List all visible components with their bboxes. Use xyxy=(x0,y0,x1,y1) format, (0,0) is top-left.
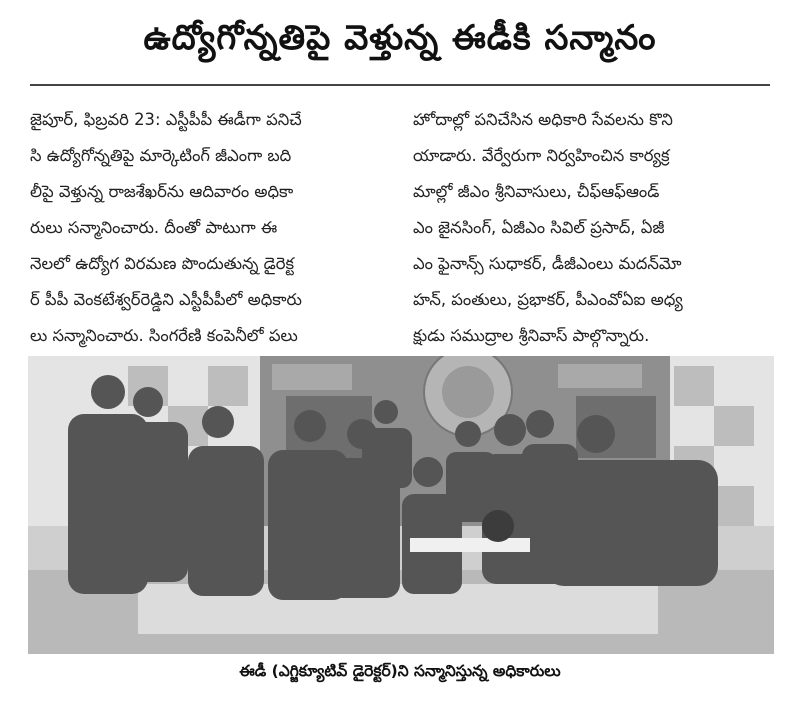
photo-caption: ఈడీ (ఎగ్జిక్యూటివ్ డైరెక్టర్)ని సన్మానిస్తున్న అధికారులు xyxy=(239,662,561,680)
body-line: మాల్లో జీఎం శ్రీనివాసులు, చీఫ్‌ఆఫ్‌ఆండ్ xyxy=(413,182,660,201)
body-line: రులు సన్మానించారు. దీంతో పాటుగా ఈ xyxy=(30,218,278,237)
body-line: ఎం ఫైనాన్స్ సుధాకర్, డీజీఎంలు మదన్‌మో xyxy=(413,254,682,273)
article-column-left xyxy=(30,102,400,354)
headline: ఉద్యోగోన్నతిపై వెళ్తున్న ఈడీకి సన్మానం xyxy=(143,18,657,58)
body-line: లు సన్మానించారు. సింగరేణి కంపెనీలో పలు xyxy=(30,326,298,345)
body-line: యాడారు. వేర్వేరుగా నిర్వహించిన కార్యక్ర xyxy=(413,146,670,165)
news-photo xyxy=(28,356,774,654)
body-line: జైపూర్, ఫిబ్రవరి 23: ఎస్టీపీపీ ఈడీగా పనిచే xyxy=(30,110,302,129)
body-line: నెలలో ఉద్యోగ విరమణ పొందుతున్న డైరెక్ట xyxy=(30,254,295,273)
body-line: హన్, పంతులు, ప్రభాకర్, పీఎంవోఏఐ అధ్య xyxy=(413,290,683,309)
body-line: హోదాల్లో పనిచేసిన అధికారి సేవలను కొని xyxy=(413,110,673,129)
headline-rule xyxy=(30,84,770,86)
body-line: ఎం జైనసింగ్, ఏజీఎం సివిల్ ప్రసాద్, ఏజీ xyxy=(413,218,665,237)
body-line: సి ఉద్యోగోన్నతిపై మార్కెటింగ్ జీఎంగా బది xyxy=(30,146,292,165)
article-column-right xyxy=(413,102,773,354)
body-line: క్షుడు సముద్రాల శ్రీనివాస్ పాల్గొన్నారు. xyxy=(413,326,650,345)
body-line: లీపై వెళ్తున్న రాజశేఖర్‌ను ఆదివారం అధికా xyxy=(30,182,294,201)
photo-illustration xyxy=(28,356,774,654)
body-line: ర్ పీపీ వెంకటేశ్వర్‌రెడ్డిని ఎస్టీపీపీలో అధికారు xyxy=(30,290,302,309)
